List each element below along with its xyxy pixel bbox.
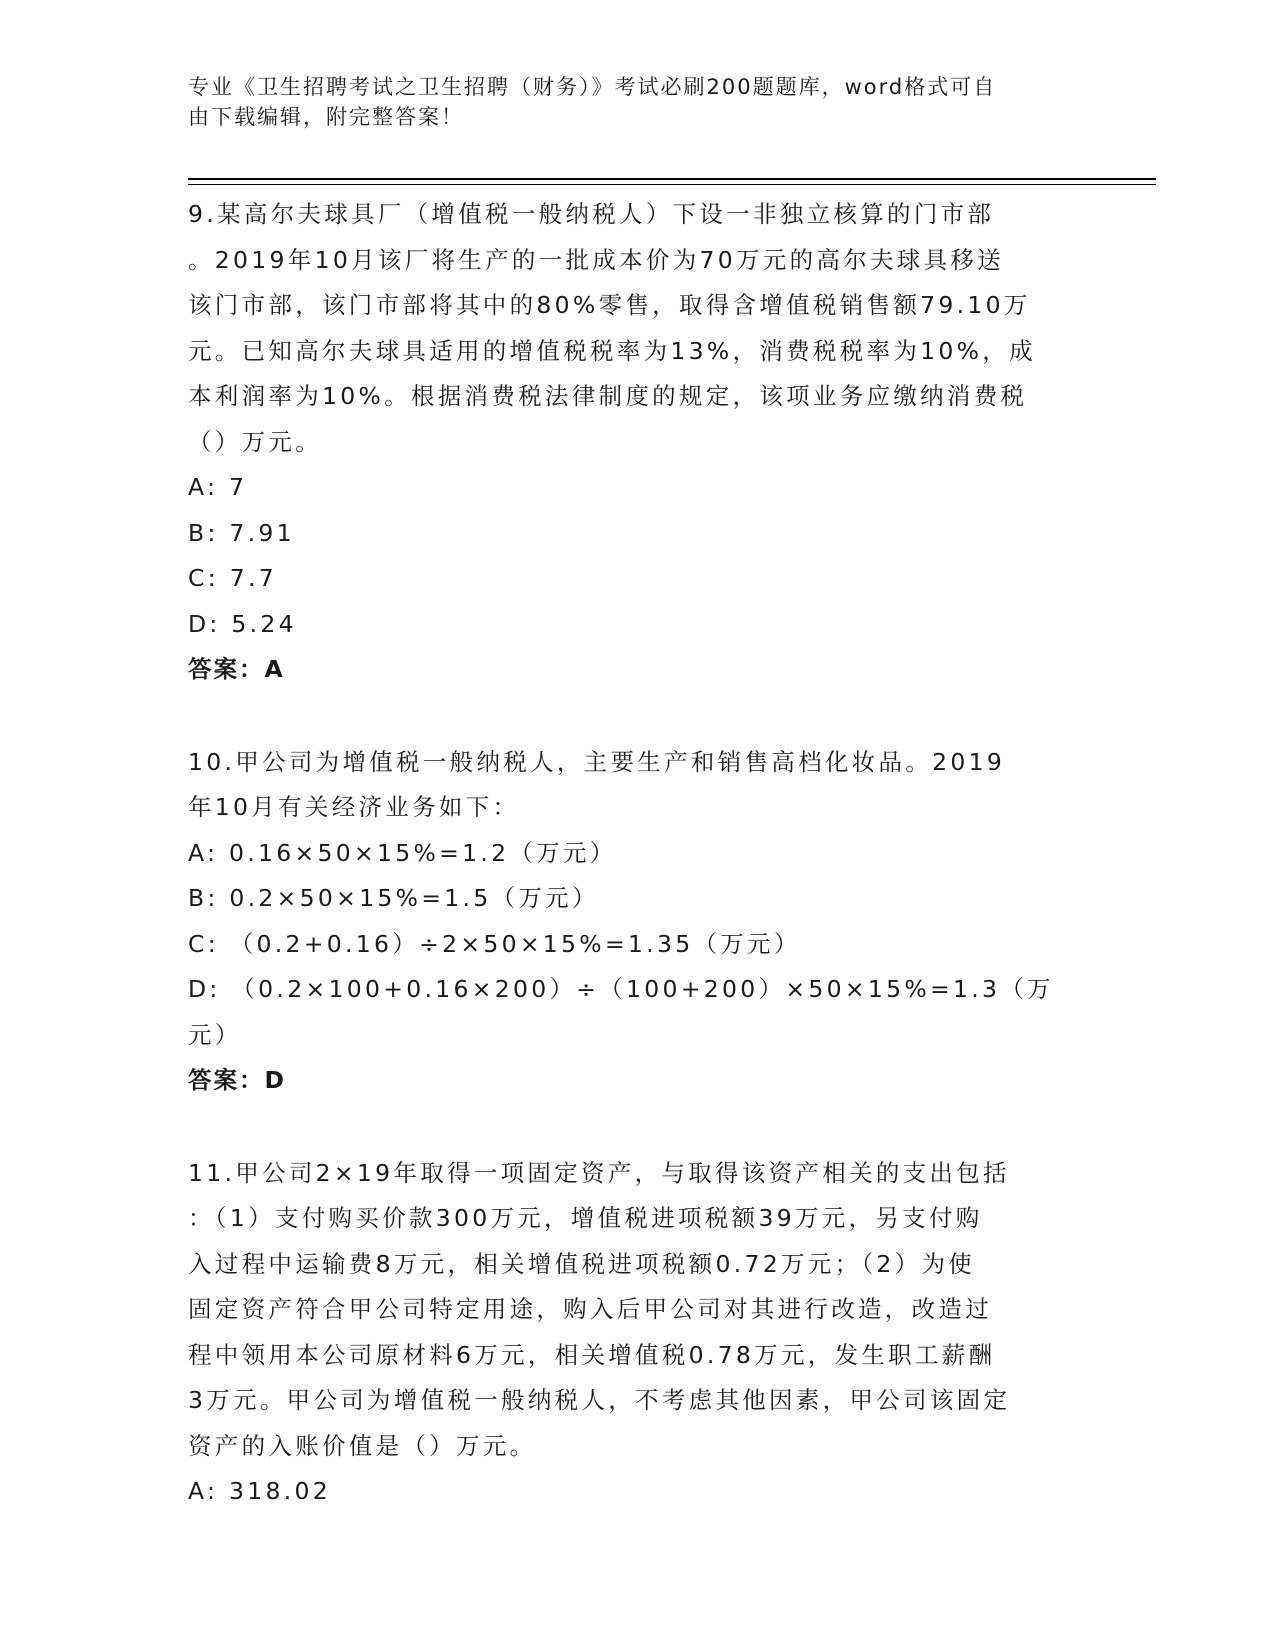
question-line: 10.甲公司为增值税一般纳税人，主要生产和销售高档化妆品。2019 <box>188 747 1006 776</box>
question-block <box>188 192 1088 693</box>
spacer <box>188 1104 1088 1151</box>
question-line: ：（1）支付购买价款300万元，增值税进项税额39万元，另支付购 <box>188 1204 983 1232</box>
question-block <box>188 1151 1088 1515</box>
question-line: 。2019年10月该厂将生产的一批成本价为70万元的高尔夫球具移送 <box>188 245 1005 274</box>
question-line: 资产的入账价值是（）万元。 <box>188 1431 537 1460</box>
spacer <box>188 693 1088 740</box>
question-line: 9.某高尔夫球具厂（增值税一般纳税人）下设一非独立核算的门市部 <box>188 200 995 228</box>
question-line: 元。已知高尔夫球具适用的增值税税率为13%，消费税税率为10%，成 <box>188 336 1036 365</box>
question-line: 11.甲公司2×19年取得一项固定资产，与取得该资产相关的支出包括 <box>188 1158 1010 1187</box>
option-a: A: 0.16×50×15%=1.2（万元） <box>188 838 617 867</box>
question-line: 本利润率为10%。根据消费税法律制度的规定，该项业务应缴纳消费税 <box>188 382 1028 410</box>
question-text <box>188 192 1088 465</box>
question-line: 入过程中运输费8万元，相关增值税进项税额0.72万元；（2）为使 <box>188 1249 976 1278</box>
question-line: 年10月有关经济业务如下： <box>188 793 520 821</box>
question-text <box>188 740 1088 831</box>
header-line-2: 由下载编辑，附完整答案！ <box>188 105 464 129</box>
option-d: D: （0.2×100+0.16×200）÷（100+200）×50×15%=1.3（万元） <box>188 975 1054 1049</box>
header-divider-thick <box>188 178 1156 180</box>
option-d: D: 5.24 <box>188 609 297 638</box>
option-a: A: 7 <box>188 473 248 501</box>
answer-label: 答案：A <box>188 655 285 683</box>
question-line: 该门市部，该门市部将其中的80%零售，取得含增值税销售额79.10万 <box>188 291 1031 319</box>
option-b: B: 0.2×50×15%=1.5（万元） <box>188 884 599 912</box>
option-c: C: （0.2+0.16）÷2×50×15%=1.35（万元） <box>188 929 801 958</box>
question-line: 3万元。甲公司为增值税一般纳税人，不考虑其他因素，甲公司该固定 <box>188 1386 1011 1414</box>
document-header <box>188 72 1068 132</box>
answer-label: 答案：D <box>188 1066 287 1094</box>
question-line: 固定资产符合甲公司特定用途，购入后甲公司对其进行改造，改造过 <box>188 1295 992 1323</box>
option-b: B: 7.91 <box>188 518 295 547</box>
question-line: （）万元。 <box>188 427 322 456</box>
header-line-1: 专业《卫生招聘考试之卫生招聘（财务）》考试必刷200题题库，word格式可自 <box>188 75 997 99</box>
question-line: 程中领用本公司原材料6万元，相关增值税0.78万元，发生职工薪酬 <box>188 1340 996 1369</box>
question-list <box>188 192 1088 1515</box>
question-block <box>188 740 1088 1104</box>
option-a: A: 318.02 <box>188 1477 331 1505</box>
option-c: C: 7.7 <box>188 564 277 592</box>
header-divider-thin <box>188 184 1156 185</box>
question-text <box>188 1151 1088 1470</box>
